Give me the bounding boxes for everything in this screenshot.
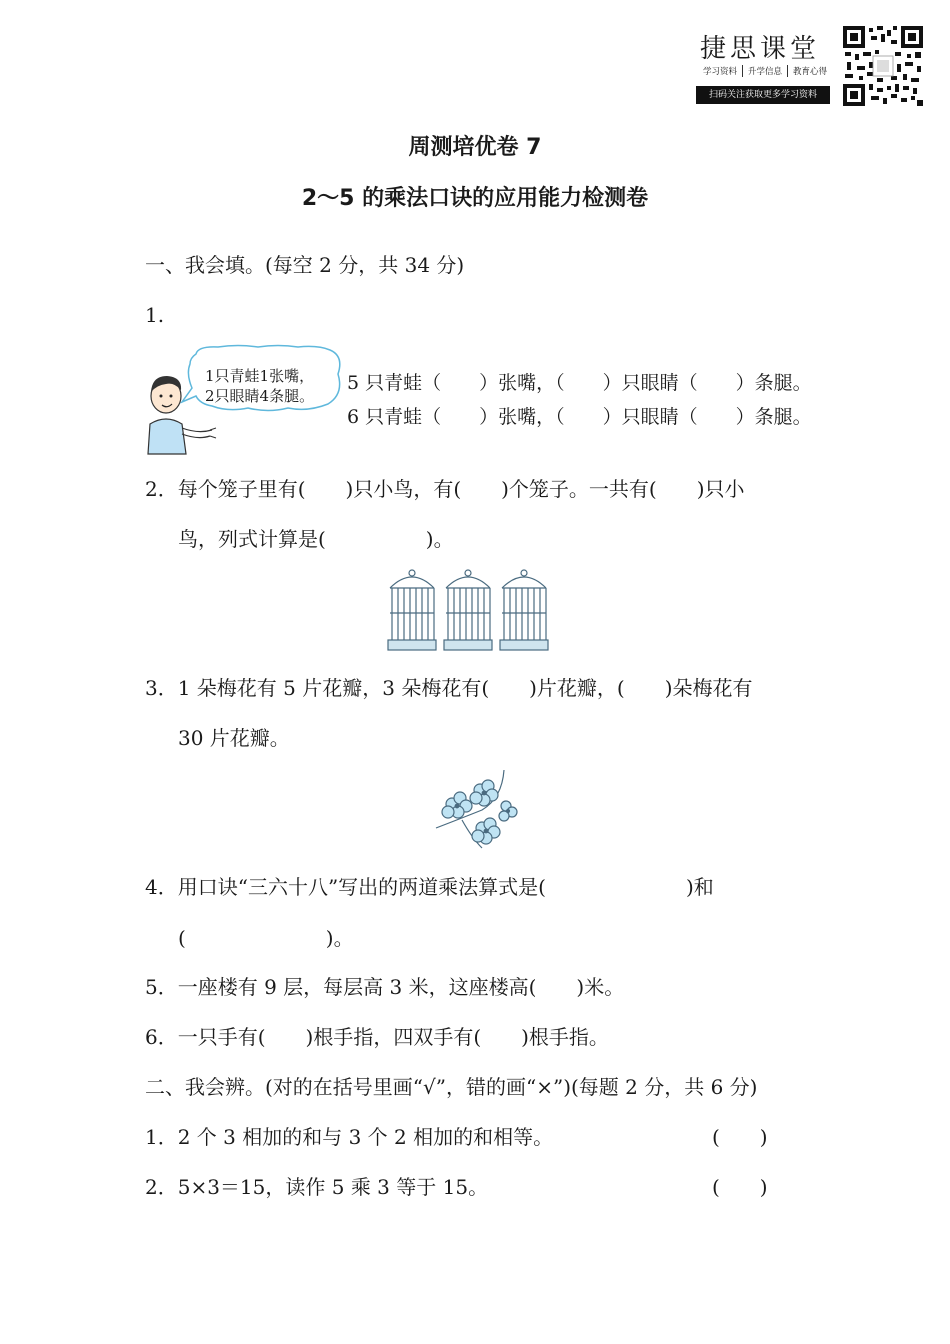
s2-q1-answer-bracket[interactable]: ( ) — [712, 1125, 768, 1149]
q2-line-1: 2．每个笼子里有( )只小鸟，有( )个笼子。一共有( )只小 — [145, 477, 745, 501]
q5-text: 5．一座楼有 9 层，每层高 3 米，这座楼高( )米。 — [145, 975, 625, 999]
brand-name: 捷思课堂 — [700, 34, 821, 64]
plum-blossom-illustration — [432, 768, 528, 852]
brand-tags — [698, 65, 832, 77]
speech-line-1: 1只青蛙1张嘴， — [205, 367, 315, 385]
q2-line-2: 鸟，列式计算是( )。 — [178, 527, 454, 551]
q1-number: 1. — [145, 303, 165, 327]
bird-cages-illustration — [384, 568, 552, 658]
brand-tag: 教育心得 — [793, 67, 828, 77]
q1-line-1: 5 只青蛙（ ）张嘴，（ ）只眼睛（ ）条腿。 — [347, 372, 812, 394]
page-subtitle: 2～5 的乘法口诀的应用能力检测卷 — [301, 186, 649, 211]
section1-heading: 一、我会填。(每空 2 分，共 34 分) — [145, 253, 465, 277]
s2-q2-answer-bracket[interactable]: ( ) — [712, 1175, 768, 1199]
qr-code-icon — [843, 26, 923, 106]
q6-text: 6．一只手有( )根手指，四双手有( )根手指。 — [145, 1025, 609, 1049]
q3-line-2: 30 片花瓣。 — [178, 726, 290, 750]
page-title: 周测培优卷 7 — [408, 135, 542, 160]
s2-q2-text: 2．5×3＝15，读作 5 乘 3 等于 15。 — [145, 1175, 489, 1199]
s2-q1-text: 1．2 个 3 相加的和与 3 个 2 相加的和相等。 — [145, 1125, 554, 1149]
section2-heading: 二、我会辨。(对的在括号里画“√”，错的画“×”)(每题 2 分，共 6 分) — [145, 1075, 758, 1099]
q4-line-1: 4．用口诀“三六十八”写出的两道乘法算式是( )和 — [145, 875, 714, 899]
speech-line-2: 2只眼睛4条腿。 — [205, 387, 315, 405]
brand-banner: 扫码关注获取更多学习资料 — [696, 86, 830, 104]
q3-line-1: 3．1 朵梅花有 5 片花瓣，3 朵梅花有( )片花瓣，( )朵梅花有 — [145, 676, 753, 700]
q1-line-2: 6 只青蛙（ ）张嘴，（ ）只眼睛（ ）条腿。 — [347, 406, 812, 428]
q4-line-2: ( )。 — [178, 926, 354, 950]
brand-tag: 升学信息 — [743, 65, 788, 77]
brand-tag: 学习资料 — [698, 65, 743, 77]
